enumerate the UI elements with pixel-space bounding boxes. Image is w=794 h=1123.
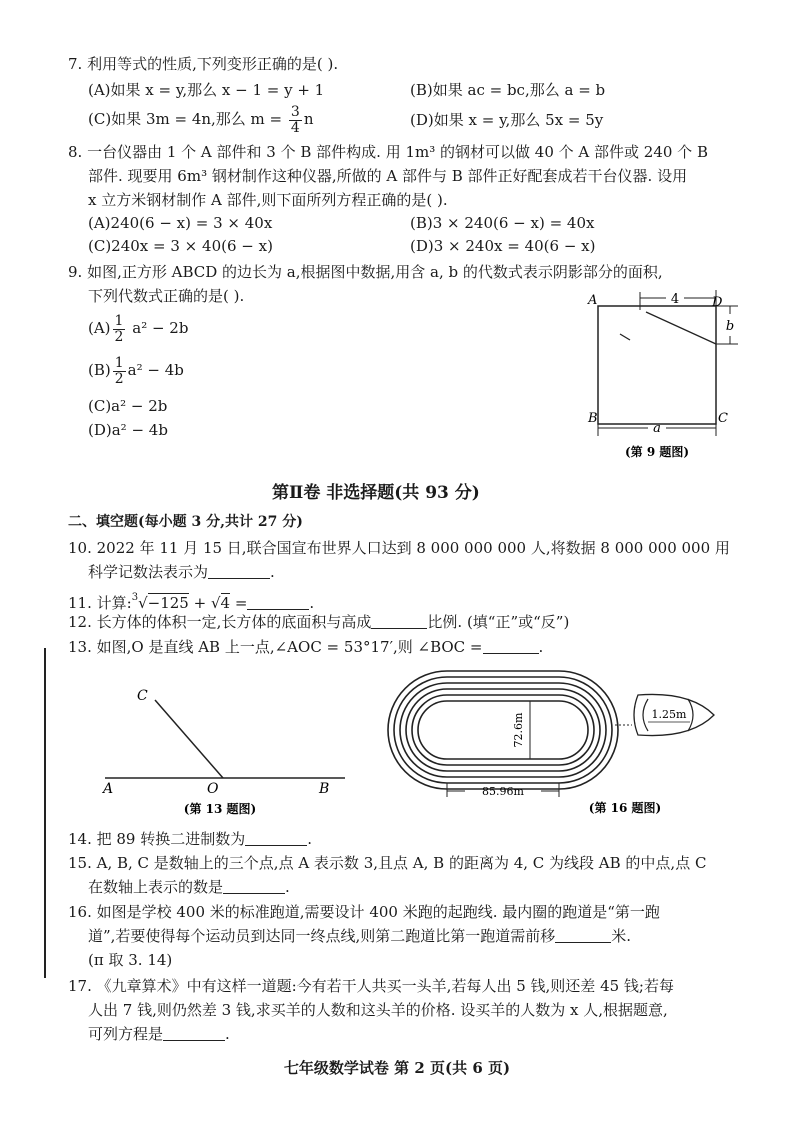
fill-blank-header: 二、填空题(每小题 3 分,共计 27 分) bbox=[68, 514, 303, 530]
shaded-edge bbox=[646, 312, 716, 344]
q14-text: 14. 把 89 转换二进制数为 bbox=[68, 830, 246, 848]
q9-option-b-fraction bbox=[113, 356, 126, 387]
q8-option-b: (B)3 × 240(6 − x) = 40x bbox=[410, 214, 595, 232]
q8-option-d: (D)3 × 240x = 40(6 − x) bbox=[410, 237, 596, 255]
q10-answer-blank[interactable] bbox=[208, 564, 270, 579]
q9-caption: (第 9 题图) bbox=[624, 445, 690, 459]
point-o: O bbox=[207, 781, 219, 797]
q17-line1: 17. 《九章算术》中有这样一道题:今有若干人共买一头羊,若每人出 5 钱,则还差 45 钱;若每 bbox=[68, 977, 674, 995]
q10-line2: 科学记数法表示为 . bbox=[88, 563, 275, 581]
q11-radicand-2: 4 bbox=[220, 594, 231, 612]
q13-answer-blank[interactable] bbox=[483, 639, 539, 654]
q15-line2: 在数轴上表示的数是 . bbox=[88, 878, 290, 896]
length-label: 85.96m bbox=[482, 785, 524, 798]
q9-option-a-label: (A) bbox=[88, 319, 111, 337]
q11-radicand-1: −125 bbox=[147, 594, 189, 612]
q8-line3: x 立方米钢材制作 A 部件,则下面所列方程正确的是( ). bbox=[88, 191, 448, 209]
margin-binding-line bbox=[44, 648, 46, 978]
q15-line2-text: 在数轴上表示的数是 bbox=[88, 878, 224, 896]
q11-equals: = bbox=[234, 594, 248, 612]
q7-option-c bbox=[88, 104, 314, 136]
q8-option-c: (C)240x = 3 × 40(6 − x) bbox=[88, 237, 273, 255]
point-b: B bbox=[319, 781, 330, 797]
label-b: b bbox=[725, 319, 735, 334]
q16-answer-blank[interactable] bbox=[555, 928, 611, 943]
q17-answer-blank[interactable] bbox=[163, 1026, 225, 1041]
q15-line1: 15. A, B, C 是数轴上的三个点,点 A 表示数 3,且点 A, B 的距离为 4, C 为线段 AB 的中点,点 C bbox=[68, 854, 707, 872]
q16-line2-text: 道”,若要使得每个运动员到达同一终点线,则第二跑道比第一跑道需前移 bbox=[88, 927, 556, 945]
track-figure bbox=[380, 665, 725, 825]
q9-option-b-expr: a² − 4b bbox=[127, 361, 184, 379]
q9-option-a bbox=[88, 312, 188, 345]
width-label: 72.6m bbox=[512, 712, 525, 748]
lane-detail-outer-arc bbox=[688, 699, 693, 731]
fraction-numerator: 1 bbox=[114, 312, 124, 329]
q11-answer-blank[interactable] bbox=[247, 595, 309, 610]
q13-figure bbox=[95, 680, 355, 822]
q9-option-c: (C)a² − 2b bbox=[88, 397, 168, 415]
q9-line1: 9. 如图,正方形 ABCD 的边长为 a,根据图中数据,用含 a, b 的代数式表示阴影部分的面积, bbox=[68, 263, 663, 281]
q16-line1: 16. 如图是学校 400 米的标准跑道,需要设计 400 米跑的起跑线. 最内圈的跑道是“第一跑 bbox=[68, 903, 660, 921]
ray-oc bbox=[155, 700, 223, 778]
q16-line2-tail: 米. bbox=[611, 927, 631, 945]
q11-label: 11. 计算: bbox=[68, 594, 132, 612]
q7-option-c-fraction bbox=[289, 105, 302, 136]
q17-line3: 可列方程是 . bbox=[88, 1025, 230, 1043]
vertex-b: B bbox=[588, 411, 598, 426]
q11-root-index: 3 bbox=[131, 592, 139, 603]
q10-line1: 10. 2022 年 11 月 15 日,联合国宣布世界人口达到 8 000 000 000 人,将数据 8 000 000 000 用 bbox=[68, 539, 730, 557]
track-lanes bbox=[388, 671, 618, 789]
lane-detail-inner-arc bbox=[643, 699, 648, 731]
q12-tail: 比例. (填“正”或“反”) bbox=[427, 613, 570, 631]
q17-line3-text: 可列方程是 bbox=[88, 1025, 164, 1043]
q7-option-d: (D)如果 x = y,那么 5x = 5y bbox=[410, 111, 604, 129]
mark-stroke bbox=[620, 334, 630, 340]
fraction-denominator: 2 bbox=[114, 328, 124, 345]
lane-3 bbox=[400, 683, 606, 777]
q7-option-c-text: (C)如果 3m = 4n,那么 m = bbox=[88, 110, 283, 128]
q11: 11. 计算:$^3$√−125 + √4 = . bbox=[68, 592, 315, 612]
q11-plus: + bbox=[193, 594, 207, 612]
q16-line3: (π 取 3. 14) bbox=[88, 951, 173, 969]
q10-line2-text: 科学记数法表示为 bbox=[88, 563, 209, 581]
q13: 13. 如图,O 是直线 AB 上一点,∠AOC = 53°17′,则 ∠BOC = . bbox=[68, 638, 544, 656]
q12-answer-blank[interactable] bbox=[371, 614, 427, 629]
q8-option-a: (A)240(6 − x) = 3 × 40x bbox=[88, 214, 273, 232]
section2-title: 第Ⅱ卷 非选择题(共 93 分) bbox=[272, 483, 480, 503]
q16-line2 bbox=[88, 926, 631, 946]
q9-option-b-label: (B) bbox=[88, 361, 111, 379]
fraction-numerator: 1 bbox=[114, 354, 124, 371]
q7-option-a: (A)如果 x = y,那么 x − 1 = y + 1 bbox=[88, 81, 325, 99]
q9-option-b bbox=[88, 354, 184, 387]
q14: 14. 把 89 转换二进制数为 . bbox=[68, 830, 313, 848]
lane-5 bbox=[412, 695, 594, 765]
page-footer: 七年级数学试卷 第 2 页(共 6 页) bbox=[283, 1059, 511, 1077]
vertex-c: C bbox=[718, 411, 728, 426]
fraction-denominator: 4 bbox=[290, 119, 300, 136]
q12 bbox=[68, 612, 569, 632]
square-abcd bbox=[598, 306, 716, 424]
q15-answer-blank[interactable] bbox=[223, 879, 285, 894]
q12-text: 12. 长方体的体积一定,长方体的底面积与高成 bbox=[68, 613, 372, 631]
q7-option-b: (B)如果 ac = bc,那么 a = b bbox=[410, 81, 606, 99]
q9-option-a-expr: a² − 2b bbox=[132, 319, 189, 337]
q8-line1: 8. 一台仪器由 1 个 A 部件和 3 个 B 部件构成. 用 1m³ 的钢材可以做 40 个 A 部件或 240 个 B bbox=[68, 143, 708, 161]
q9-figure bbox=[580, 284, 750, 464]
fraction-numerator: 3 bbox=[290, 103, 300, 120]
label-a: a bbox=[653, 421, 661, 436]
q17-line2: 人出 7 钱,则仍然差 3 钱,求买羊的人数和这头羊的价格. 设买羊的人数为 x 人,根据题意, bbox=[88, 1001, 668, 1019]
lane-inner bbox=[418, 701, 588, 759]
q13-caption: (第 13 题图) bbox=[183, 802, 257, 816]
lane-2 bbox=[394, 677, 612, 783]
vertex-d: D bbox=[712, 295, 723, 310]
fraction-denominator: 2 bbox=[114, 370, 124, 387]
q13-text: 13. 如图,O 是直线 AB 上一点,∠AOC = 53°17′,则 ∠BOC = bbox=[68, 638, 483, 656]
q9-line2: 下列代数式正确的是( ). bbox=[88, 287, 245, 305]
vertex-a: A bbox=[588, 293, 598, 308]
q8-line2: 部件. 现要用 6m³ 钢材制作这种仪器,所做的 A 部件与 B 部件正好配套成若干台仪器. 设用 bbox=[88, 167, 688, 185]
lane-width-label: 1.25m bbox=[651, 708, 687, 721]
q9-option-d: (D)a² − 4b bbox=[88, 421, 168, 439]
q7-option-c-tail: n bbox=[303, 110, 314, 128]
point-c: C bbox=[137, 688, 148, 704]
point-a: A bbox=[103, 781, 114, 797]
q9-option-a-fraction bbox=[113, 314, 126, 345]
q14-answer-blank[interactable] bbox=[245, 831, 307, 846]
label-4: 4 bbox=[670, 292, 680, 307]
q7-stem: 7. 利用等式的性质,下列变形正确的是( ). bbox=[68, 55, 339, 73]
track-caption: (第 16 题图) bbox=[588, 801, 662, 815]
